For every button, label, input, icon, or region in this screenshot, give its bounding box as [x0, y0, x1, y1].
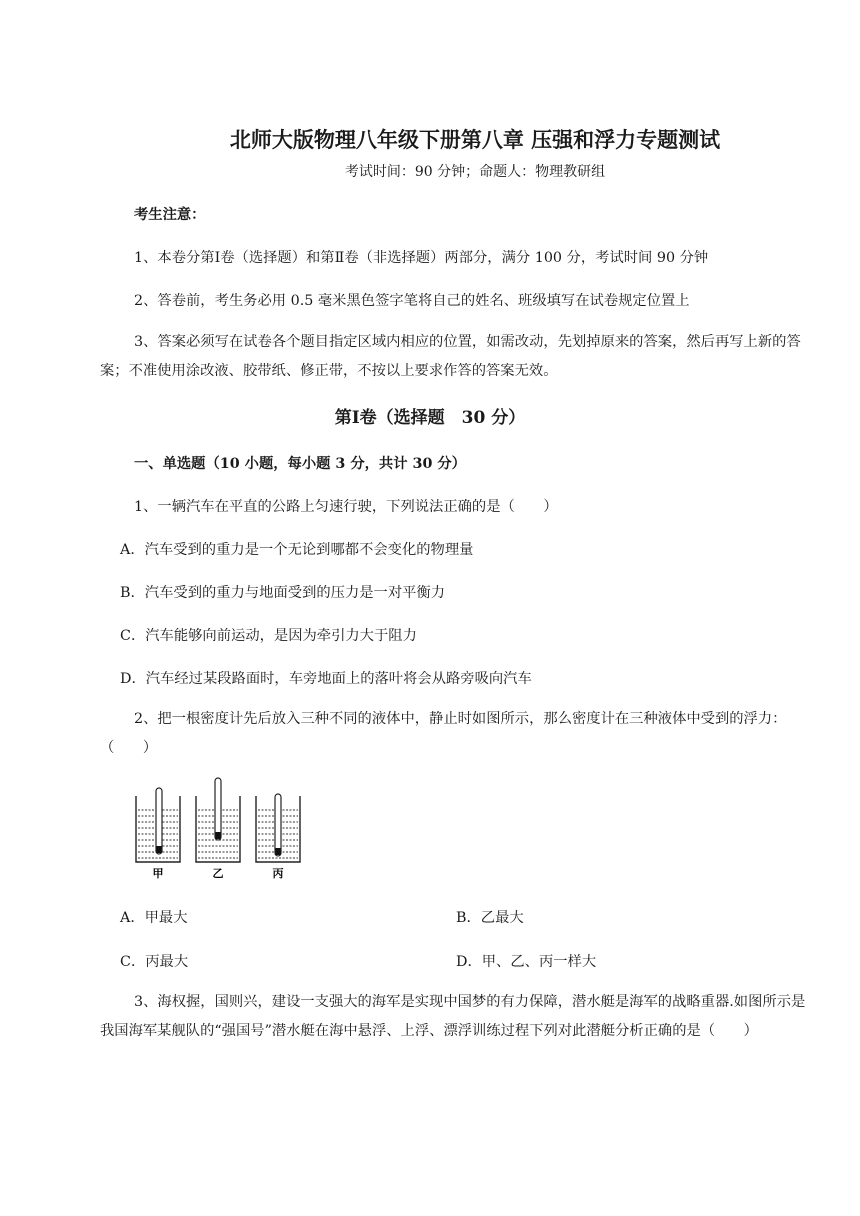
notice-item-3: 3、答案必须写在试卷各个题目指定区域内相应的位置，如需改动，先划掉原来的答案，然后再写上新的答案；不准使用涂改液、胶带纸、修正带，不按以上要求作答的答案无效。 [100, 334, 801, 379]
part-heading: 一、单选题（10 小题，每小题 3 分，共计 30 分） [134, 456, 466, 472]
hydrometer-yi [215, 778, 221, 840]
page-title: 北师大版物理八年级下册第八章 压强和浮力专题测试 [229, 127, 721, 152]
figure-label-bing: 丙 [272, 867, 284, 880]
figure-label-yi: 乙 [212, 867, 224, 880]
hydrometer-figure [130, 776, 310, 881]
q1-option-a: A．汽车受到的重力是一个无论到哪都不会变化的物理量 [120, 542, 474, 558]
q1-option-d: D．汽车经过某段路面时，车旁地面上的落叶将会从路旁吸向汽车 [120, 671, 532, 687]
q2-option-d: D．甲、乙、丙一样大 [456, 954, 597, 970]
question-2-stem: 2、把一根密度计先后放入三种不同的液体中，静止时如图所示，那么密度计在三种液体中受到的浮力：（ ） [100, 711, 787, 756]
section-title: 第Ⅰ卷（选择题 30 分） [334, 408, 526, 428]
question-1-stem: 1、一辆汽车在平直的公路上匀速行驶，下列说法正确的是（ ） [134, 499, 558, 515]
question-3-stem: 3、海权握，国则兴，建设一支强大的海军是实现中国梦的有力保障，潜水艇是海军的战略重器.如图所示是我国海军某舰队的“强国号”潜水艇在海中悬浮、上浮、漂浮训练过程下列对此潜艇分析正确的是（ ） [100, 994, 806, 1039]
notice-heading: 考生注意： [134, 207, 206, 223]
hydrometer-jia [156, 788, 162, 854]
notice-item-1: 1、本卷分第Ⅰ卷（选择题）和第Ⅱ卷（非选择题）两部分，满分 100 分，考试时间 90 分钟 [134, 250, 709, 266]
figure-label-jia: 甲 [152, 867, 164, 880]
q2-option-c: C．丙最大 [120, 954, 189, 970]
q2-option-a: A．甲最大 [120, 910, 188, 926]
q2-option-b: B．乙最大 [456, 910, 524, 926]
notice-item-2: 2、答卷前，考生务必用 0.5 毫米黑色签字笔将自己的姓名、班级填写在试卷规定位置上 [134, 293, 690, 309]
q1-option-b: B．汽车受到的重力与地面受到的压力是一对平衡力 [120, 585, 446, 601]
hydrometer-bing [275, 794, 281, 856]
exam-info: 考试时间：90 分钟；命题人：物理教研组 [344, 164, 606, 180]
q1-option-c: C．汽车能够向前运动，是因为牵引力大于阻力 [120, 628, 417, 644]
